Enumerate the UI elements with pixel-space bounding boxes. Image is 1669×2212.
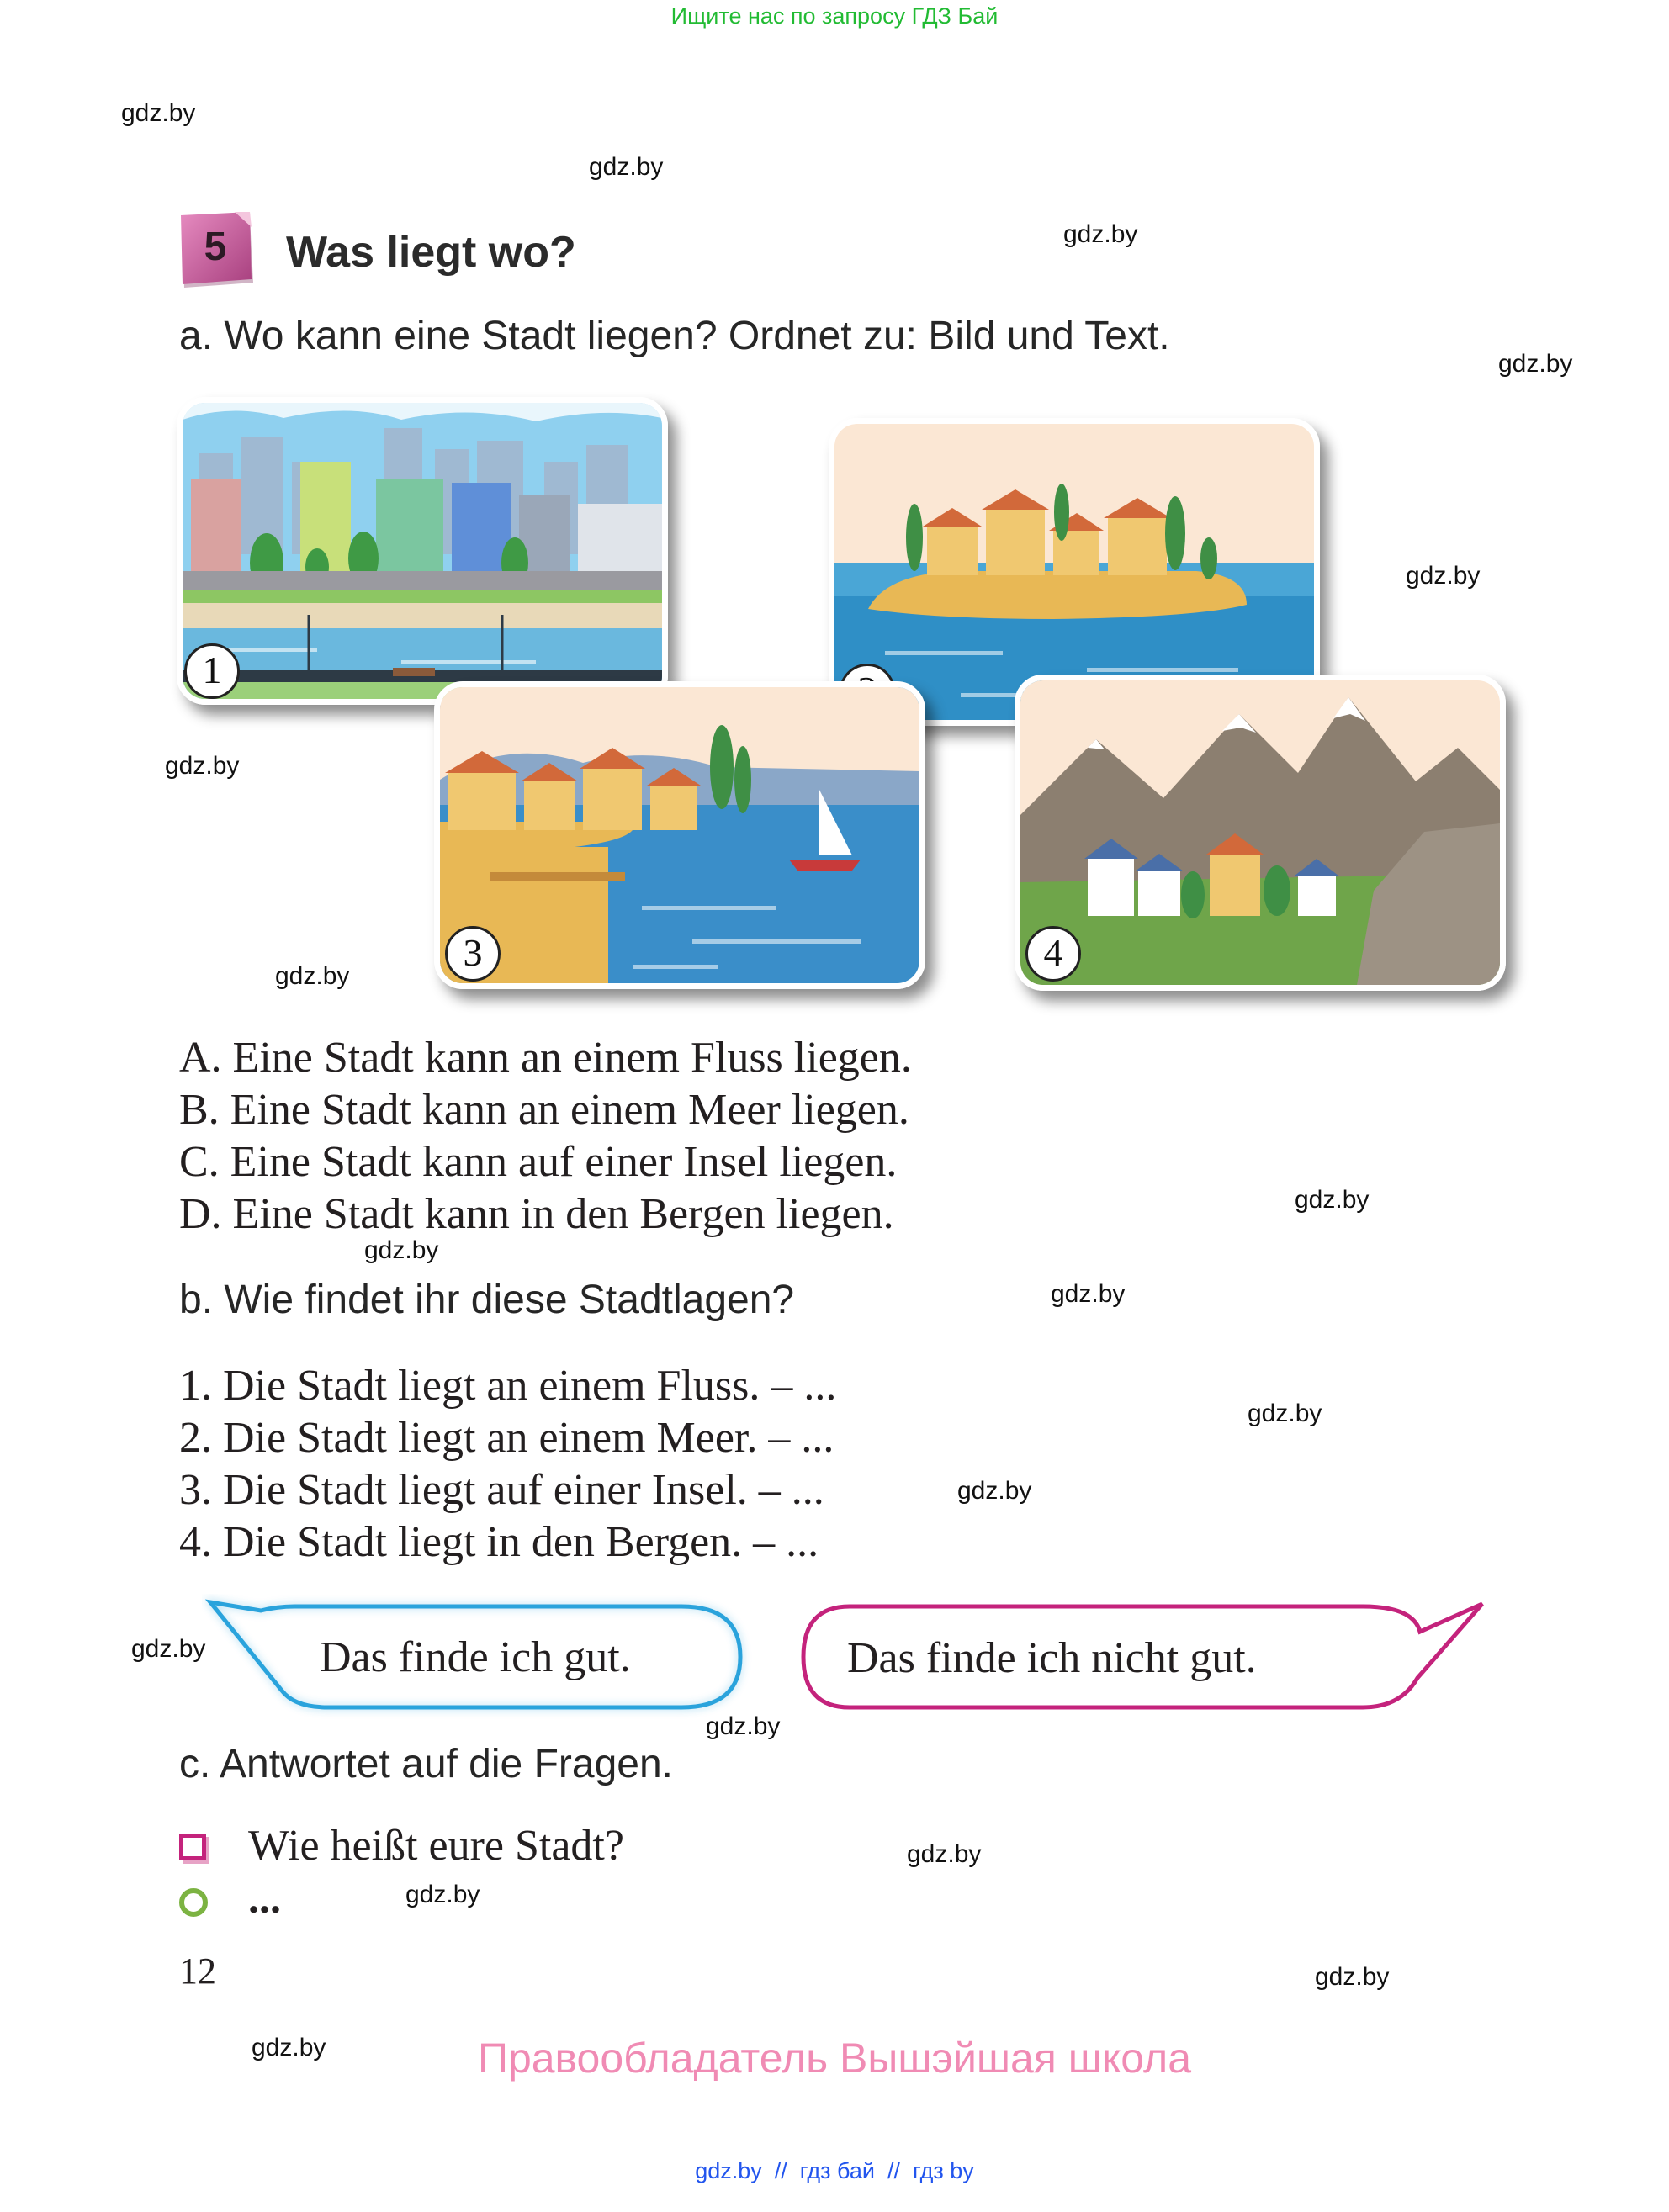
list-item-text: Die Stadt liegt an einem Fluss. – ... [223, 1362, 837, 1410]
list-item [179, 1361, 836, 1410]
watermark: gdz.by [275, 962, 350, 990]
watermark: gdz.by [1051, 1280, 1126, 1308]
part-c-heading: c. Antwortet auf die Fragen. [179, 1742, 673, 1786]
sentence-a: A. Eine Stadt kann an einem Fluss liegen. [179, 1034, 912, 1082]
list-item [179, 1465, 824, 1515]
question-text: Wie heißt eure Stadt? [248, 1822, 624, 1870]
speech-bubbles [202, 1594, 1514, 1733]
list-item-number: 1. [179, 1362, 212, 1410]
task-number-badge [179, 209, 257, 289]
sentence-d: D. Eine Stadt kann in den Bergen liegen. [179, 1190, 894, 1238]
task-title: Was liegt wo? [286, 228, 576, 277]
page-number: 12 [179, 1950, 216, 1992]
list-item [179, 1517, 819, 1567]
list-item-text: Die Stadt liegt an einem Meer. – ... [223, 1414, 834, 1462]
watermark: gdz.by [121, 99, 196, 127]
picture-3-sea [434, 681, 925, 989]
picture-4-number: 4 [1025, 926, 1081, 982]
watermark: gdz.by [1498, 350, 1573, 378]
list-item-number: 3. [179, 1466, 212, 1514]
top-search-link[interactable]: Ищите нас по запросу ГДЗ Бай [670, 3, 999, 29]
picture-3-number: 3 [445, 926, 501, 982]
sentence-c: C. Eine Stadt kann auf einer Insel liegen. [179, 1138, 898, 1186]
watermark: gdz.by [907, 1840, 982, 1868]
list-item-text: Die Stadt liegt auf einer Insel. – ... [223, 1466, 824, 1514]
watermark: gdz.by [364, 1236, 439, 1264]
watermark: gdz.by [706, 1712, 781, 1740]
list-item-text: Die Stadt liegt in den Bergen. – ... [223, 1518, 819, 1566]
picture-1-city-river [177, 397, 668, 705]
watermark: gdz.by [1315, 1963, 1390, 1991]
picture-4-mountains [1015, 675, 1506, 991]
part-a-heading: a. Wo kann eine Stadt liegen? Ordnet zu: Bild und Text. [179, 314, 1170, 358]
list-item [179, 1413, 834, 1463]
list-item-number: 4. [179, 1518, 212, 1566]
watermark: gdz.by [405, 1881, 480, 1908]
part-b-heading: b. Wie findet ihr diese Stadtlagen? [179, 1278, 795, 1322]
copyright-notice: Правообладатель Вышэйшая школа [478, 2035, 1191, 2082]
watermark: gdz.by [957, 1477, 1032, 1505]
watermark: gdz.by [589, 153, 664, 181]
question-checkbox-icon [179, 1834, 206, 1860]
picture-1-number: 1 [184, 643, 240, 699]
task-number: 5 [204, 225, 227, 269]
answer-circle-icon [179, 1888, 208, 1917]
watermark: gdz.by [165, 752, 240, 780]
watermark: gdz.by [1295, 1186, 1370, 1214]
bubble-negative-text: Das finde ich nicht gut. [847, 1634, 1257, 1682]
answer-text: ... [248, 1875, 281, 1923]
watermark: gdz.by [252, 2034, 326, 2061]
watermark: gdz.by [1063, 220, 1138, 248]
watermark: gdz.by [1248, 1400, 1322, 1427]
sentence-b: B. Eine Stadt kann an einem Meer liegen. [179, 1086, 909, 1134]
footer-links[interactable]: gdz.by // гдз бай // гдз by [695, 2158, 974, 2183]
watermark: gdz.by [1406, 562, 1481, 590]
bubble-positive-text: Das finde ich gut. [320, 1633, 631, 1681]
list-item-number: 2. [179, 1414, 212, 1462]
watermark: gdz.by [131, 1635, 206, 1663]
